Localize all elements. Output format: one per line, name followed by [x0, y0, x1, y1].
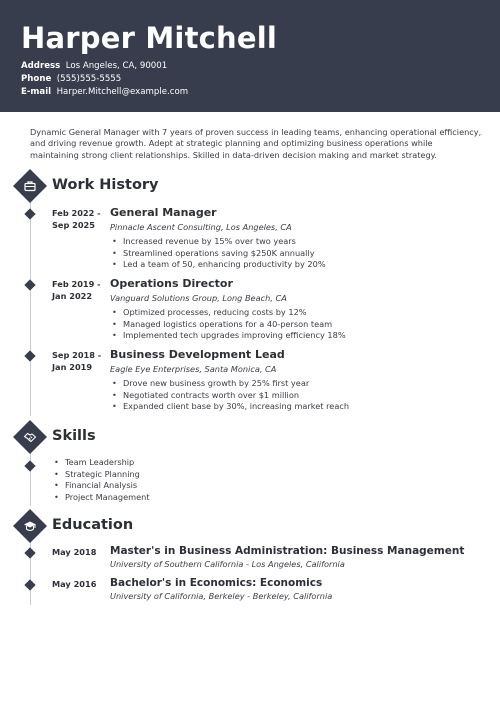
skills-marker: [24, 460, 35, 471]
job-marker: [24, 350, 35, 361]
phone-line: [21, 73, 121, 85]
phone-value: (555)555-5555: [56, 74, 122, 84]
list-item: • Financial Analysis: [54, 480, 150, 492]
professional-summary: Dynamic General Manager with 7 years of proven success in leading teams, enhancing operational efficiency, and driving revenue growth. Adept at strategic planning and optimizing business operations while maintaining strong client relationships. Skilled in data-driven decision making and market strategy.: [30, 127, 482, 160]
education-marker: [24, 579, 35, 590]
list-item: • Strategic Planning: [54, 469, 150, 481]
list-item: • Led a team of 50, enhancing productivity by 20%: [112, 259, 326, 271]
job-bullets: [112, 307, 346, 342]
skills-timeline-line: [30, 448, 31, 506]
list-item: • Implemented tech upgrades improving efficiency 18%: [112, 330, 346, 342]
list-item: • Streamlined operations saving $250K annually: [112, 248, 326, 260]
job-company: Eagle Eye Enterprises, Santa Monica, CA: [110, 364, 277, 374]
list-item: • Negotiated contracts worth over $1 million: [112, 390, 349, 402]
skills-list: [54, 457, 150, 503]
education-marker: [24, 547, 35, 558]
job-title: General Manager: [110, 206, 217, 219]
job-marker: [24, 279, 35, 290]
list-item: • Team Leadership: [54, 457, 150, 469]
address-label: Address: [21, 61, 61, 71]
phone-label: Phone: [21, 74, 52, 84]
job-title: Business Development Lead: [110, 348, 285, 361]
education-school: University of Southern California - Los Angeles, California: [110, 559, 345, 569]
address-value: Los Angeles, CA, 90001: [65, 61, 168, 71]
email-line: [21, 86, 188, 98]
education-date: May 2016: [52, 579, 97, 589]
graduation-cap-icon: [18, 514, 42, 538]
address-line: [21, 60, 167, 72]
list-item: • Optimized processes, reducing costs by 12%: [112, 307, 346, 319]
list-item: • Project Management: [54, 492, 150, 504]
education-degree: Bachelor's in Economics: Economics: [110, 577, 323, 589]
list-item: • Increased revenue by 15% over two years: [112, 236, 326, 248]
job-date: Sep 2018 - Jan 2019: [52, 350, 102, 372]
candidate-name: Harper Mitchell: [21, 21, 278, 55]
education-date: May 2018: [52, 547, 97, 557]
job-date: Feb 2022 - Sep 2025: [52, 208, 101, 230]
job-marker: [24, 208, 35, 219]
job-title: Operations Director: [110, 277, 233, 290]
work-history-heading: Work History: [52, 177, 159, 193]
job-company: Vanguard Solutions Group, Long Beach, CA: [110, 293, 287, 303]
skills-heading: Skills: [52, 428, 96, 444]
job-company: Pinnacle Ascent Consulting, Los Angeles, CA: [110, 222, 292, 232]
list-item: • Managed logistics operations for a 40-person team: [112, 319, 346, 331]
handshake-icon: [18, 425, 42, 449]
education-degree: Master's in Business Administration: Business Management: [110, 545, 465, 557]
job-bullets: [112, 378, 349, 413]
briefcase-icon: [18, 174, 42, 198]
email-label: E-mail: [21, 87, 52, 97]
education-school: University of California, Berkeley - Berkeley, California: [110, 591, 333, 601]
list-item: • Drove new business growth by 25% first year: [112, 378, 349, 390]
list-item: • Expanded client base by 30%, increasing market reach: [112, 401, 349, 413]
email-value: Harper.Mitchell@example.com: [56, 87, 189, 97]
education-heading: Education: [52, 517, 134, 533]
work-timeline-line: [30, 196, 31, 416]
resume-header: [0, 0, 500, 112]
job-date: Feb 2019 - Jan 2022: [52, 279, 101, 301]
job-bullets: [112, 236, 326, 271]
